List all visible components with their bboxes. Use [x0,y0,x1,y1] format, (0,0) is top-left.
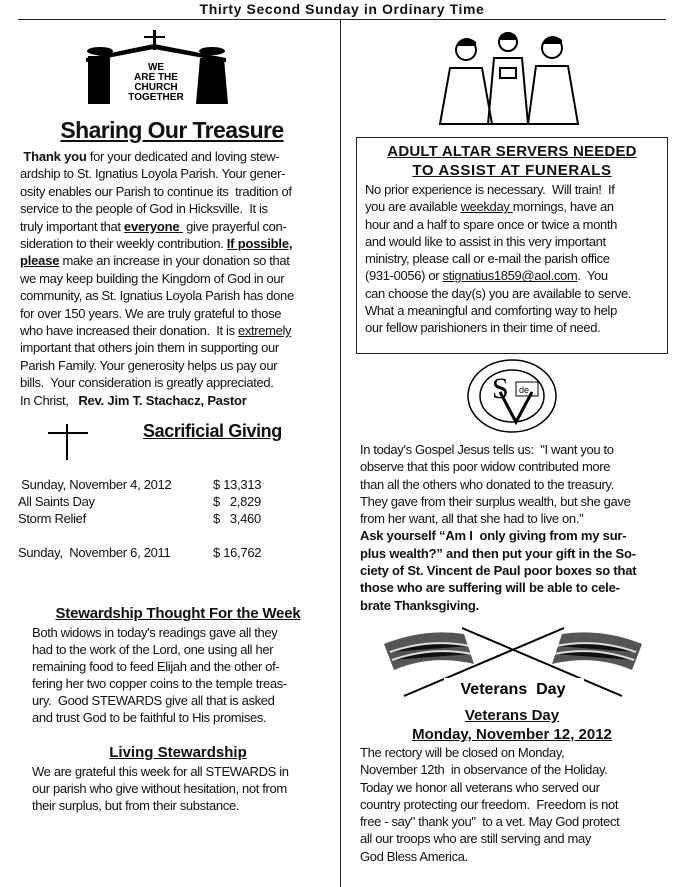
text-segment: for your dedicated and loving stew- [86,149,280,164]
text-line [20,287,294,304]
veterans-day-date: Monday, November 12, 2012 [412,726,612,743]
text-segment: fering her two copper coins to the temple treas- [32,676,287,691]
text-segment: and trust God to be faithful to His promises. [32,710,267,725]
giving-amount: $ 16,762 [213,545,262,560]
church-together-logo [78,28,234,106]
text-segment: important that others join them in supporting our [20,340,279,356]
text-line [365,285,631,302]
text-segment: If possible, [226,236,293,252]
text-line [365,233,631,250]
text-segment: hour and a half to spare once or twice a month [365,216,618,232]
text-segment: all our troops who are still serving and may [360,831,591,847]
text-segment: truly important that [20,218,124,234]
text-segment: Parish Family. Your generosity helps us pay our [20,357,278,373]
text-line [32,624,287,641]
text-line [32,675,287,692]
text-line [20,322,294,339]
veterans-day-body [360,744,619,865]
text-line [360,441,636,458]
text-line [360,848,619,865]
text-line [20,357,294,374]
veterans-day-title: Veterans Day [464,707,560,724]
altar-servers-body [365,181,631,337]
text-segment: had to the work of the Lord, one using all her [32,642,274,657]
living-stewardship-title: Living Stewardship [109,744,247,761]
text-segment: ciety of St. Vincent de Paul poor boxes so that [360,563,637,579]
text-segment: service to the people of God in Hicksville. It is [20,201,268,217]
text-line [360,813,619,830]
text-line [365,319,631,336]
text-line [360,458,636,475]
text-segment: Ask yourself “Am I only giving from my sur- [360,528,627,544]
svg-text:CHURCH: CHURCH [134,82,178,93]
svg-text:TOGETHER: TOGETHER [128,92,184,103]
text-line [20,270,294,287]
text-segment: ury. Good STEWARDS give all that is asked [32,693,275,708]
text-line [32,641,287,658]
text-segment: everyone [123,218,183,234]
giving-label: All Saints Day [18,494,95,509]
text-segment: remaining food to feed Elijah and the other of- [32,659,280,674]
text-segment: our fellow parishioners in their time of need. [365,320,601,336]
veterans-day-banner [384,624,642,698]
text-line [365,250,631,267]
text-line [360,796,619,813]
text-segment: plus wealth?” and then put your gift in the So- [360,545,636,561]
text-segment: their surplus, but from their substance. [32,798,240,813]
text-line [20,218,294,235]
text-line [20,339,294,356]
text-line [360,761,619,778]
text-line [32,692,287,709]
text-segment: for over 150 years. We are truly grateful to those [20,305,282,321]
text-segment: extremely [238,323,292,339]
text-line [20,148,294,165]
text-segment: Both widows in today's readings gave all they [32,625,278,640]
text-line [360,545,636,562]
text-segment: The rectory will be closed on Monday, [360,745,565,760]
text-segment: those who are suffering will be able to cele- [360,580,620,596]
stewardship-thought-body [32,624,287,726]
text-segment: They gave from their surplus wealth, but she gave [360,493,631,509]
text-line [360,597,636,614]
text-line [32,797,289,814]
svg-text:S: S [492,372,509,405]
veterans-banner-text: Veterans Day [460,681,566,698]
giving-label: Sunday, November 6, 2011 [18,545,171,560]
header-divider [18,19,666,20]
text-line [360,744,619,761]
text-line [20,392,294,409]
text-line [360,562,636,579]
st-vincent-de-paul-logo [466,358,558,434]
text-segment: sideration to their weekly contribution. [20,236,227,252]
text-segment: Thank you [20,149,87,164]
text-segment: from her want, all that she had to live on." [360,511,584,527]
altar-servers-title-2: TO ASSIST AT FUNERALS [412,162,612,179]
text-line [360,527,636,544]
stewardship-thought-title: Stewardship Thought For the Week [55,605,301,622]
text-line [360,579,636,596]
text-segment: make an increase in your donation so that [59,253,290,269]
text-line [360,510,636,527]
text-line [360,493,636,510]
text-segment: and would like to assist in this very important [365,233,606,249]
svg-text:WE: WE [147,62,165,73]
treasure-body [20,148,294,409]
text-segment: ardship to St. Ignatius Loyola Parish. Your gener- [20,166,286,182]
giving-amount: $ 13,313 [213,477,262,492]
altar-servers-title-1: ADULT ALTAR SERVERS NEEDED [387,143,637,160]
text-line [32,780,289,797]
text-segment: What a meaningful and comforting way to help [365,303,617,319]
cross-icon [46,422,90,462]
gospel-body [360,441,636,614]
sacrificial-giving-title: Sacrificial Giving [143,421,282,441]
text-segment: give prayerful con- [182,218,287,234]
text-line [32,763,289,780]
text-segment: November 12th in observance of the Holiday. [360,762,608,778]
svg-text:de: de [519,385,530,395]
svg-text:ARE THE: ARE THE [134,72,178,83]
text-line [365,302,631,319]
text-line [360,476,636,493]
text-segment: Today we honor all veterans who served our [360,779,600,795]
text-segment: who have increased their donation. It is [20,323,238,339]
text-segment: weekday [460,199,513,215]
text-segment: (931-0056) or [365,268,443,284]
text-line [32,709,287,726]
text-segment: We are grateful this week for all STEWARDS in [32,764,289,779]
giving-amount: $ 2,829 [213,494,261,509]
text-segment: ministry, please call or e-mail the parish office [365,251,610,267]
text-segment: mornings, have an [512,199,614,215]
text-segment: In today's Gospel Jesus tells us: "I want you to [360,442,614,457]
text-segment: can choose the day(s) you are available to serve. [365,285,632,301]
text-segment: free - say" thank you" to a vet. May God protect [360,814,620,830]
text-line [365,198,631,215]
text-segment: . You [577,268,608,284]
text-line [365,181,631,198]
text-segment: brate Thanksgiving. [360,597,480,613]
text-line [20,252,294,269]
giving-label: Sunday, November 4, 2012 [18,477,172,492]
text-segment: No prior experience is necessary. Will train! If [365,182,615,197]
text-line [360,779,619,796]
email-link[interactable]: stignatius1859@aol.com [442,268,578,284]
giving-label: Storm Relief [18,511,86,526]
text-segment: God Bless America. [360,848,468,864]
text-line [20,305,294,322]
text-segment: than all the others who donated to the treasury. [360,476,614,492]
text-segment: country protecting our freedom. Freedom is not [360,796,619,812]
text-line [365,267,631,284]
text-segment: bills. Your consideration is greatly appreciated. [20,375,274,391]
page-header-title: Thirty Second Sunday in Ordinary Time [199,1,485,17]
text-line [20,165,294,182]
text-segment: observe that this poor widow contributed more [360,459,611,475]
text-line [360,830,619,847]
text-segment: you are available [365,199,461,215]
text-line [32,658,287,675]
text-segment: our parish who give without hesitation, not from [32,781,287,796]
giving-amount: $ 3,460 [213,511,261,526]
text-segment: community, as St. Ignatius Loyola Parish has done [20,288,294,304]
text-segment: In Christ, [20,392,79,408]
living-stewardship-body [32,763,289,814]
text-line [20,200,294,217]
text-segment: we may keep building the Kingdom of God in our [20,270,285,286]
text-line [20,374,294,391]
text-line [20,183,294,200]
text-segment: please [20,253,60,269]
altar-servers-illustration [436,28,582,126]
text-segment: osity enables our Parish to continue its tradition of [20,183,292,199]
text-line [365,216,631,233]
text-line [20,235,294,252]
sharing-treasure-title: Sharing Our Treasure [60,117,284,143]
text-segment: Rev. Jim T. Stachacz, Pastor [78,392,247,408]
